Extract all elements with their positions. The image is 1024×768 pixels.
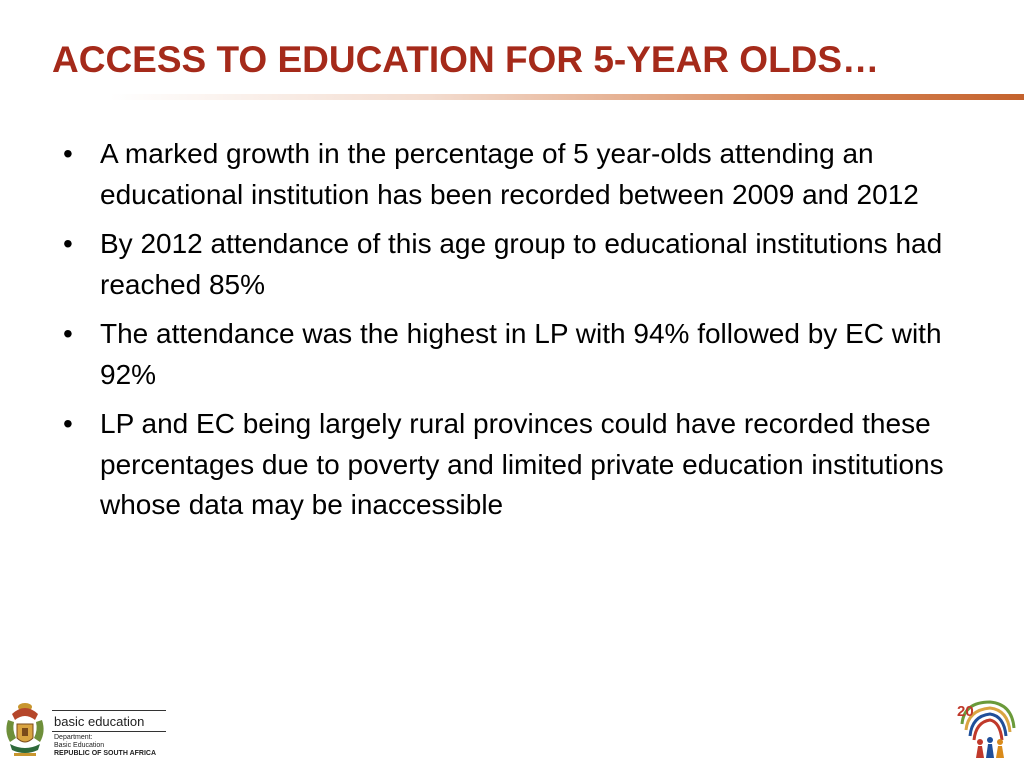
- bullet-item: [55, 404, 975, 526]
- logo-divider: [52, 710, 166, 711]
- slide-title: ACCESS TO EDUCATION FOR 5-YEAR OLDS…: [52, 39, 880, 80]
- bullet-dot: •: [63, 228, 73, 259]
- bullet-list: [55, 134, 975, 535]
- title-underline: [110, 94, 1024, 100]
- bullet-dot: •: [63, 138, 73, 169]
- department-logo: [0, 698, 180, 762]
- bullet-text: LP and EC being largely rural provinces could have recorded these percentages due to poverty and limited private education institutions whose data may be inaccessible: [100, 408, 944, 520]
- twenty-years-of-freedom-logo: [954, 694, 1020, 764]
- logo-line: REPUBLIC OF SOUTH AFRICA: [54, 750, 157, 757]
- twenty-years-of-freedom-icon: [954, 694, 1020, 764]
- logo-name: basic education: [54, 714, 145, 729]
- bullet-item: [55, 224, 975, 305]
- logo-line: Department:: [54, 734, 93, 741]
- bullet-text: By 2012 attendance of this age group to educational institutions had reached 85%: [100, 228, 943, 300]
- bullet-item: [55, 314, 975, 395]
- bullet-dot: •: [63, 318, 73, 349]
- bullet-item: [55, 134, 975, 215]
- logo-divider: [52, 731, 166, 732]
- bullet-text: The attendance was the highest in LP with 94% followed by EC with 92%: [100, 318, 942, 390]
- logo-department-text: [54, 734, 156, 758]
- logo-line: Basic Education: [54, 742, 105, 749]
- bullet-text: A marked growth in the percentage of 5 year-olds attending an educational institution has been recorded between 2009 and 2012: [100, 138, 919, 210]
- bullet-dot: •: [63, 408, 73, 439]
- coat-of-arms-icon: [2, 698, 48, 760]
- svg-text:20: 20: [957, 703, 974, 720]
